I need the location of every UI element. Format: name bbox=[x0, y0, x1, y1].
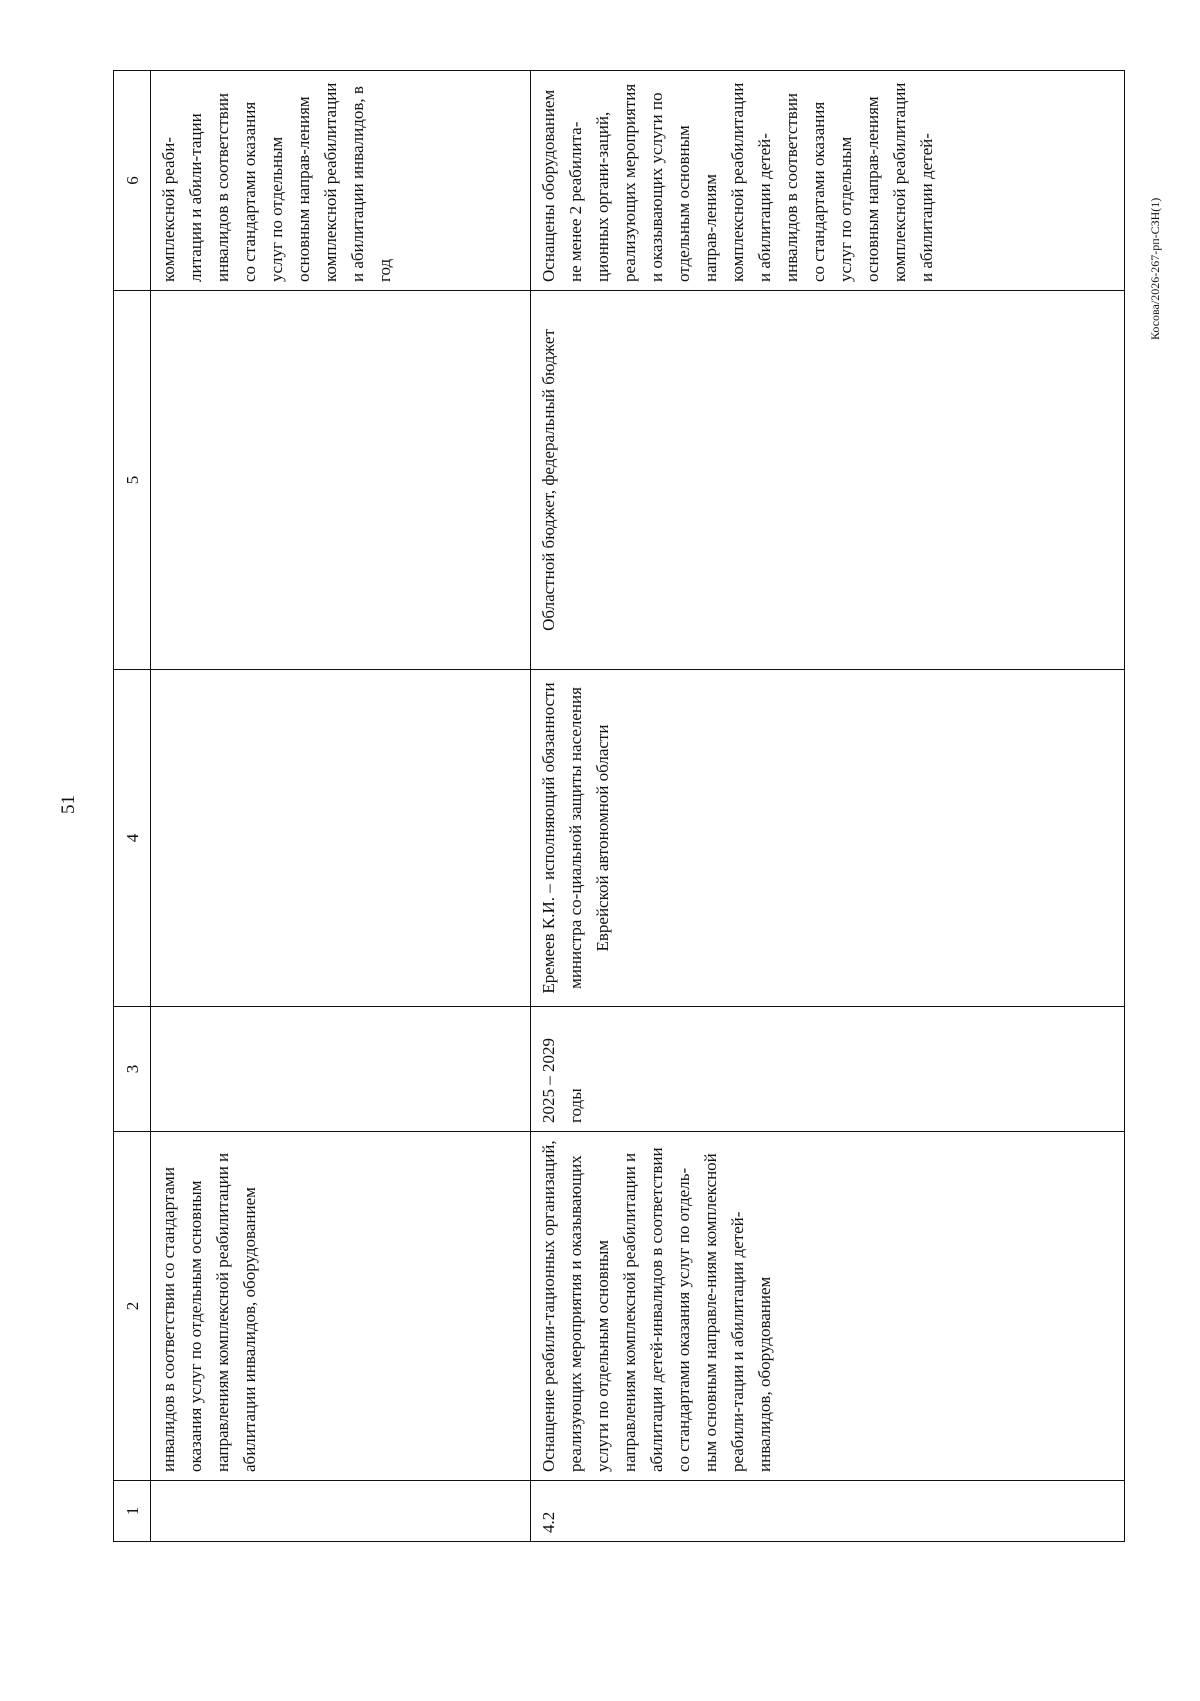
period-cell bbox=[151, 1007, 531, 1132]
funding-cell bbox=[151, 291, 531, 670]
header-cell: 3 bbox=[114, 1007, 151, 1132]
period-cell: 2025 – 2029 годы bbox=[531, 1007, 1125, 1132]
responsible-cell: Еремеев К.И. – исполняющий обязанности министра со-циальной защиты населения Еврейской автономной области bbox=[531, 670, 1125, 1007]
measure-cell: Оснащение реабили-тационных организаций, реализующих мероприятия и оказывающих услуги по отдельным основным направлениям комплексной реабилитации и абилитации детей-инвалидов в соответствии со стандартами оказания услуг по отдель-ным основным направле-ниям комплексной реабили-тации и абилитации детей-инвалидов, оборудованием bbox=[531, 1132, 1125, 1481]
header-cell: 4 bbox=[114, 670, 151, 1007]
header-cell: 6 bbox=[114, 71, 151, 291]
table-row bbox=[531, 71, 1125, 1542]
header-cell: 1 bbox=[114, 1481, 151, 1542]
row-number-cell: 4.2 bbox=[531, 1481, 1125, 1542]
result-cell: Оснащены оборудованием не менее 2 реабилита-ционных органи-заций, реализующих мероприятия и оказывающих услуги по отдельным основным направ-лениям комплексной реабилитации и абилитации детей-инвалидов в соответствии со стандартами оказания услуг по отдельным основным направ-лениям комплексной реабилитации и абилитации детей- bbox=[531, 71, 1125, 291]
measure-cell: инвалидов в соответствии со стандартами оказания услуг по отдельным основным направлениям комплексной реабилитации и абилитации инвалидов, оборудованием bbox=[151, 1132, 531, 1481]
header-cell: 5 bbox=[114, 291, 151, 670]
row-number-cell bbox=[151, 1481, 531, 1542]
result-cell: комплексной реаби-литации и абили-тации инвалидов в соответствии со стандартами оказания услуг по отдельным основным направ-лениям комплексной реабилитации и абилитации инвалидов, в год bbox=[151, 71, 531, 291]
page-number: 51 bbox=[58, 795, 79, 814]
header-cell: 2 bbox=[114, 1132, 151, 1481]
header-row bbox=[114, 71, 151, 1542]
funding-cell: Областной бюджет, федеральный бюджет bbox=[531, 291, 1125, 670]
measures-table bbox=[113, 70, 1125, 1542]
rotated-table-container bbox=[113, 70, 1125, 1542]
document-code: Косова/2026-267-рп-СЗН(1) bbox=[1148, 197, 1162, 340]
responsible-cell bbox=[151, 670, 531, 1007]
table-row bbox=[151, 71, 531, 1542]
